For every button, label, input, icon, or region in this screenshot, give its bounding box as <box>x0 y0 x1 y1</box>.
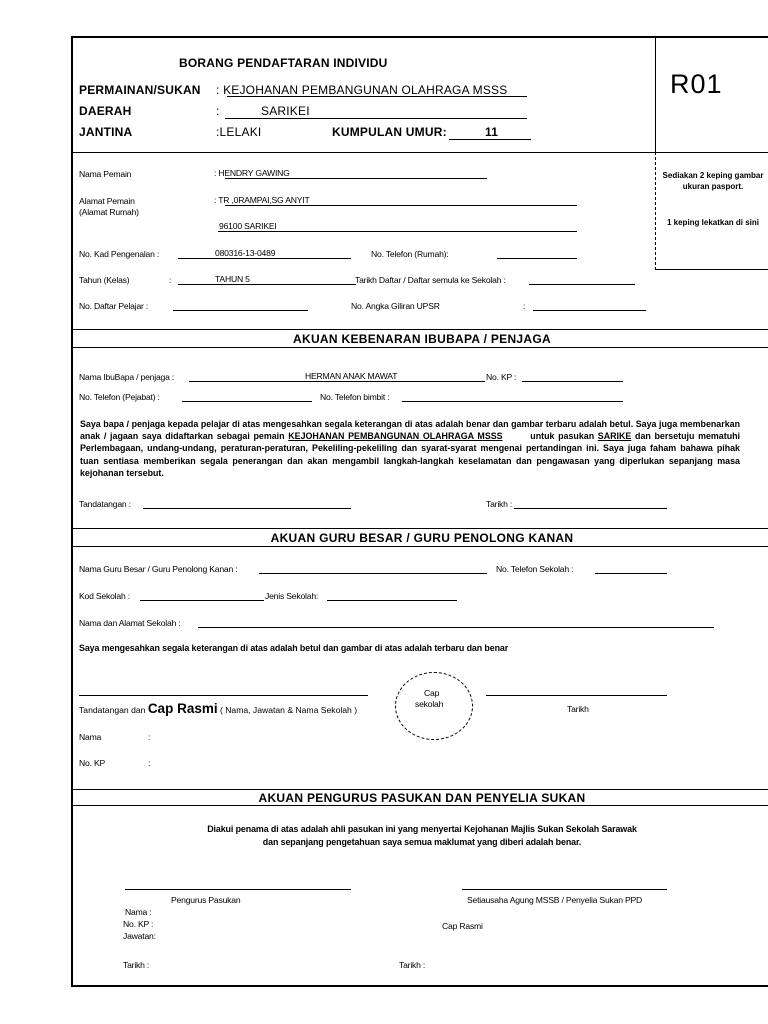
alamat-line1: : TR ,0RAMPAI,SG ANYIT <box>214 195 310 205</box>
parent-declaration-event: KEJOHANAN PEMBANGUNAN OLAHRAGA MSSS <box>288 431 503 442</box>
telefon-rumah-label: No. Telefon (Rumah): <box>371 249 449 259</box>
parent-title-rule <box>73 347 768 348</box>
tel-sekolah-label: No. Telefon Sekolah : <box>496 564 574 574</box>
manager-kp-label: No. KP : <box>123 919 154 929</box>
parent-declaration-part2: untuk pasukan <box>530 431 598 442</box>
kp-value: 080316-13-0489 <box>215 248 276 258</box>
teacher-nama-colon: : <box>148 732 151 742</box>
teacher-signature-line <box>79 695 368 696</box>
manager-top-rule <box>73 789 768 790</box>
kod-sekolah-line <box>140 600 264 601</box>
tahun-label: Tahun (Kelas) <box>79 275 130 285</box>
tel-bimbit-label: No. Telefon bimbit : <box>320 392 390 402</box>
parent-tandatangan-line <box>143 508 351 509</box>
permainan-value: : KEJOHANAN PEMBANGUNAN OLAHRAGA MSSS <box>216 83 508 97</box>
teacher-tandatangan-caption <box>79 701 357 716</box>
alamat-rumah-label: (Alamat Rumah) <box>79 207 139 217</box>
manager-nama-label: Nama : <box>125 907 152 917</box>
tel-sekolah-line <box>595 573 667 574</box>
form-code: R01 <box>670 69 723 99</box>
parent-tarikh-label: Tarikh : <box>486 499 513 509</box>
photo-box-bottom <box>655 269 768 270</box>
jantina-value: :LELAKI <box>216 125 262 139</box>
registration-form <box>71 36 768 987</box>
photo-box-left <box>655 152 656 270</box>
parent-declaration-part1: Saya bapa / penjaga kepada pelajar di atas mengesahkan segala keterangan di atas adalah benar dan gambar terbaru adalah betul. Saya juga membenarkan anak / jagaan saya didaftarkan sebagai pemain <box>80 419 740 442</box>
alamat-sekolah-label: Nama dan Alamat Sekolah : <box>79 618 181 628</box>
cap-rasmi-note: ( Nama, Jawatan & Nama Sekolah ) <box>217 705 358 715</box>
setiausaha-label: Setiausaha Agung MSSB / Penyelia Sukan PPD <box>467 895 643 905</box>
permainan-label: PERMAINAN/SUKAN <box>79 83 201 97</box>
parent-tandatangan-label: Tandatangan : <box>79 499 131 509</box>
stamp-text-cap: Cap <box>424 688 440 698</box>
teacher-nama-label: Nama <box>79 732 102 742</box>
tel-bimbit-line <box>402 401 623 402</box>
kumpulan-underline <box>449 139 531 140</box>
header-bottom-rule <box>73 152 768 153</box>
pengurus-label: Pengurus Pasukan <box>171 895 241 905</box>
manager-declaration-line1: Diakui penama di atas adalah ahli pasukan ini yang menyertai Kejohanan Majlis Sukan Sekolah Sarawak <box>207 824 637 834</box>
tarikh-daftar-line <box>529 284 635 285</box>
cap-rasmi-big: Cap Rasmi <box>147 701 218 716</box>
setiausaha-signature-line <box>462 889 667 890</box>
kp-label: No. Kad Pengenalan : <box>79 249 160 259</box>
daftar-pelajar-line <box>173 310 308 311</box>
ibubapa-kp-label: No. KP : <box>486 372 517 382</box>
teacher-kp-label: No. KP <box>79 758 106 768</box>
photo-note-1: Sediakan 2 keping gambar ukuran pasport. <box>662 171 764 191</box>
daerah-label: DAERAH <box>79 104 132 118</box>
tel-pejabat-line <box>182 401 312 402</box>
parent-declaration-team: SARIKE <box>597 431 632 442</box>
daerah-value: SARIKEI <box>261 104 310 118</box>
tahun-colon: : <box>169 275 172 285</box>
kumpulan-label: KUMPULAN UMUR: <box>332 125 447 139</box>
angka-giliran-label: No. Angka Giliran UPSR <box>351 301 440 311</box>
nama-pemain-value: : HENDRY GAWING <box>214 168 290 178</box>
parent-tarikh-line <box>514 508 667 509</box>
teacher-declaration: Saya mengesahkan segala keterangan di atas adalah betul dan gambar di atas adalah terbaru dan benar <box>79 643 509 653</box>
teacher-tarikh-line <box>486 695 667 696</box>
teacher-title-rule <box>73 546 768 547</box>
jenis-sekolah-line <box>327 600 457 601</box>
photo-note-2: 1 keping lekatkan di sini <box>666 218 760 227</box>
manager-tarikh-left: Tarikh : <box>123 960 150 970</box>
manager-title-rule <box>73 805 768 806</box>
daerah-colon: : <box>216 104 220 118</box>
guru-nama-label: Nama Guru Besar / Guru Penolong Kanan : <box>79 564 238 574</box>
alamat-line2-rule <box>218 231 577 232</box>
ibubapa-value: HERMAN ANAK MAWAT <box>305 371 398 381</box>
guru-nama-line <box>259 573 487 574</box>
parent-section-title: AKUAN KEBENARAN IBUBAPA / PENJAGA <box>293 332 551 346</box>
manager-section-title: AKUAN PENGURUS PASUKAN DAN PENYELIA SUKAN <box>258 791 586 805</box>
kod-sekolah-label: Kod Sekolah : <box>79 591 130 601</box>
jenis-sekolah-label: Jenis Sekolah: <box>265 591 319 601</box>
daftar-pelajar-label: No. Daftar Pelajar : <box>79 301 149 311</box>
teacher-top-rule <box>73 528 768 529</box>
alamat-pemain-label: Alamat Pemain <box>79 196 135 206</box>
teacher-kp-colon: : <box>148 758 151 768</box>
manager-jawatan-label: Jawatan: <box>123 931 156 941</box>
ibubapa-label: Nama IbuBapa / penjaga : <box>79 372 175 382</box>
teacher-tarikh-label: Tarikh <box>567 704 589 714</box>
permainan-underline <box>227 96 527 97</box>
angka-giliran-line <box>533 310 646 311</box>
teacher-tandatangan-label: Tandatangan dan <box>79 705 148 715</box>
manager-tarikh-right: Tarikh : <box>399 960 426 970</box>
ibubapa-kp-line <box>522 381 623 382</box>
kp-line <box>178 258 351 259</box>
pengurus-signature-line <box>125 889 351 890</box>
jantina-label: JANTINA <box>79 125 133 139</box>
alamat-line2: 96100 SARIKEI <box>219 221 277 231</box>
tarikh-daftar-label: Tarikh Daftar / Daftar semula ke Sekolah : <box>355 275 506 285</box>
alamat-sekolah-line <box>198 627 714 628</box>
ibubapa-line <box>189 381 485 382</box>
teacher-section-title: AKUAN GURU BESAR / GURU PENOLONG KANAN <box>270 531 574 545</box>
manager-cap-rasmi: Cap Rasmi <box>442 921 483 931</box>
nama-pemain-line <box>225 178 487 179</box>
header-divider <box>655 38 656 152</box>
angka-giliran-colon: : <box>523 301 526 311</box>
form-title: BORANG PENDAFTARAN INDIVIDU <box>179 56 388 70</box>
parent-declaration-part3: dan bersetuju mematuhi Perlembagaan, undang-undang, peraturan-peraturan, Pekeliling-pekeliling dan syarat-syarat mengenai pertandingan ini. Saya juga faham bahawa pihak tuan sentiasa memberikan segala penerangan dan akan mengambil langkah-langkah keselamatan dan pengawasan yang diperlukan sepanjang masa kejohanan tersebut. <box>80 431 741 478</box>
tel-pejabat-label: No. Telefon (Pejabat) : <box>79 392 160 402</box>
telefon-rumah-line <box>497 258 577 259</box>
parent-declaration <box>80 418 740 479</box>
nama-pemain-label: Nama Pemain <box>79 169 132 179</box>
tahun-line <box>178 284 356 285</box>
daerah-underline <box>225 118 527 119</box>
tahun-value: TAHUN 5 <box>215 274 250 284</box>
kumpulan-value: 11 <box>485 125 499 139</box>
parent-top-rule <box>73 329 768 330</box>
manager-declaration-line2: dan sepanjang pengetahuan saya semua maklumat yang diberi adalah benar. <box>262 837 582 847</box>
stamp-text-sekolah: sekolah <box>415 699 444 709</box>
alamat-line1-rule <box>225 205 577 206</box>
